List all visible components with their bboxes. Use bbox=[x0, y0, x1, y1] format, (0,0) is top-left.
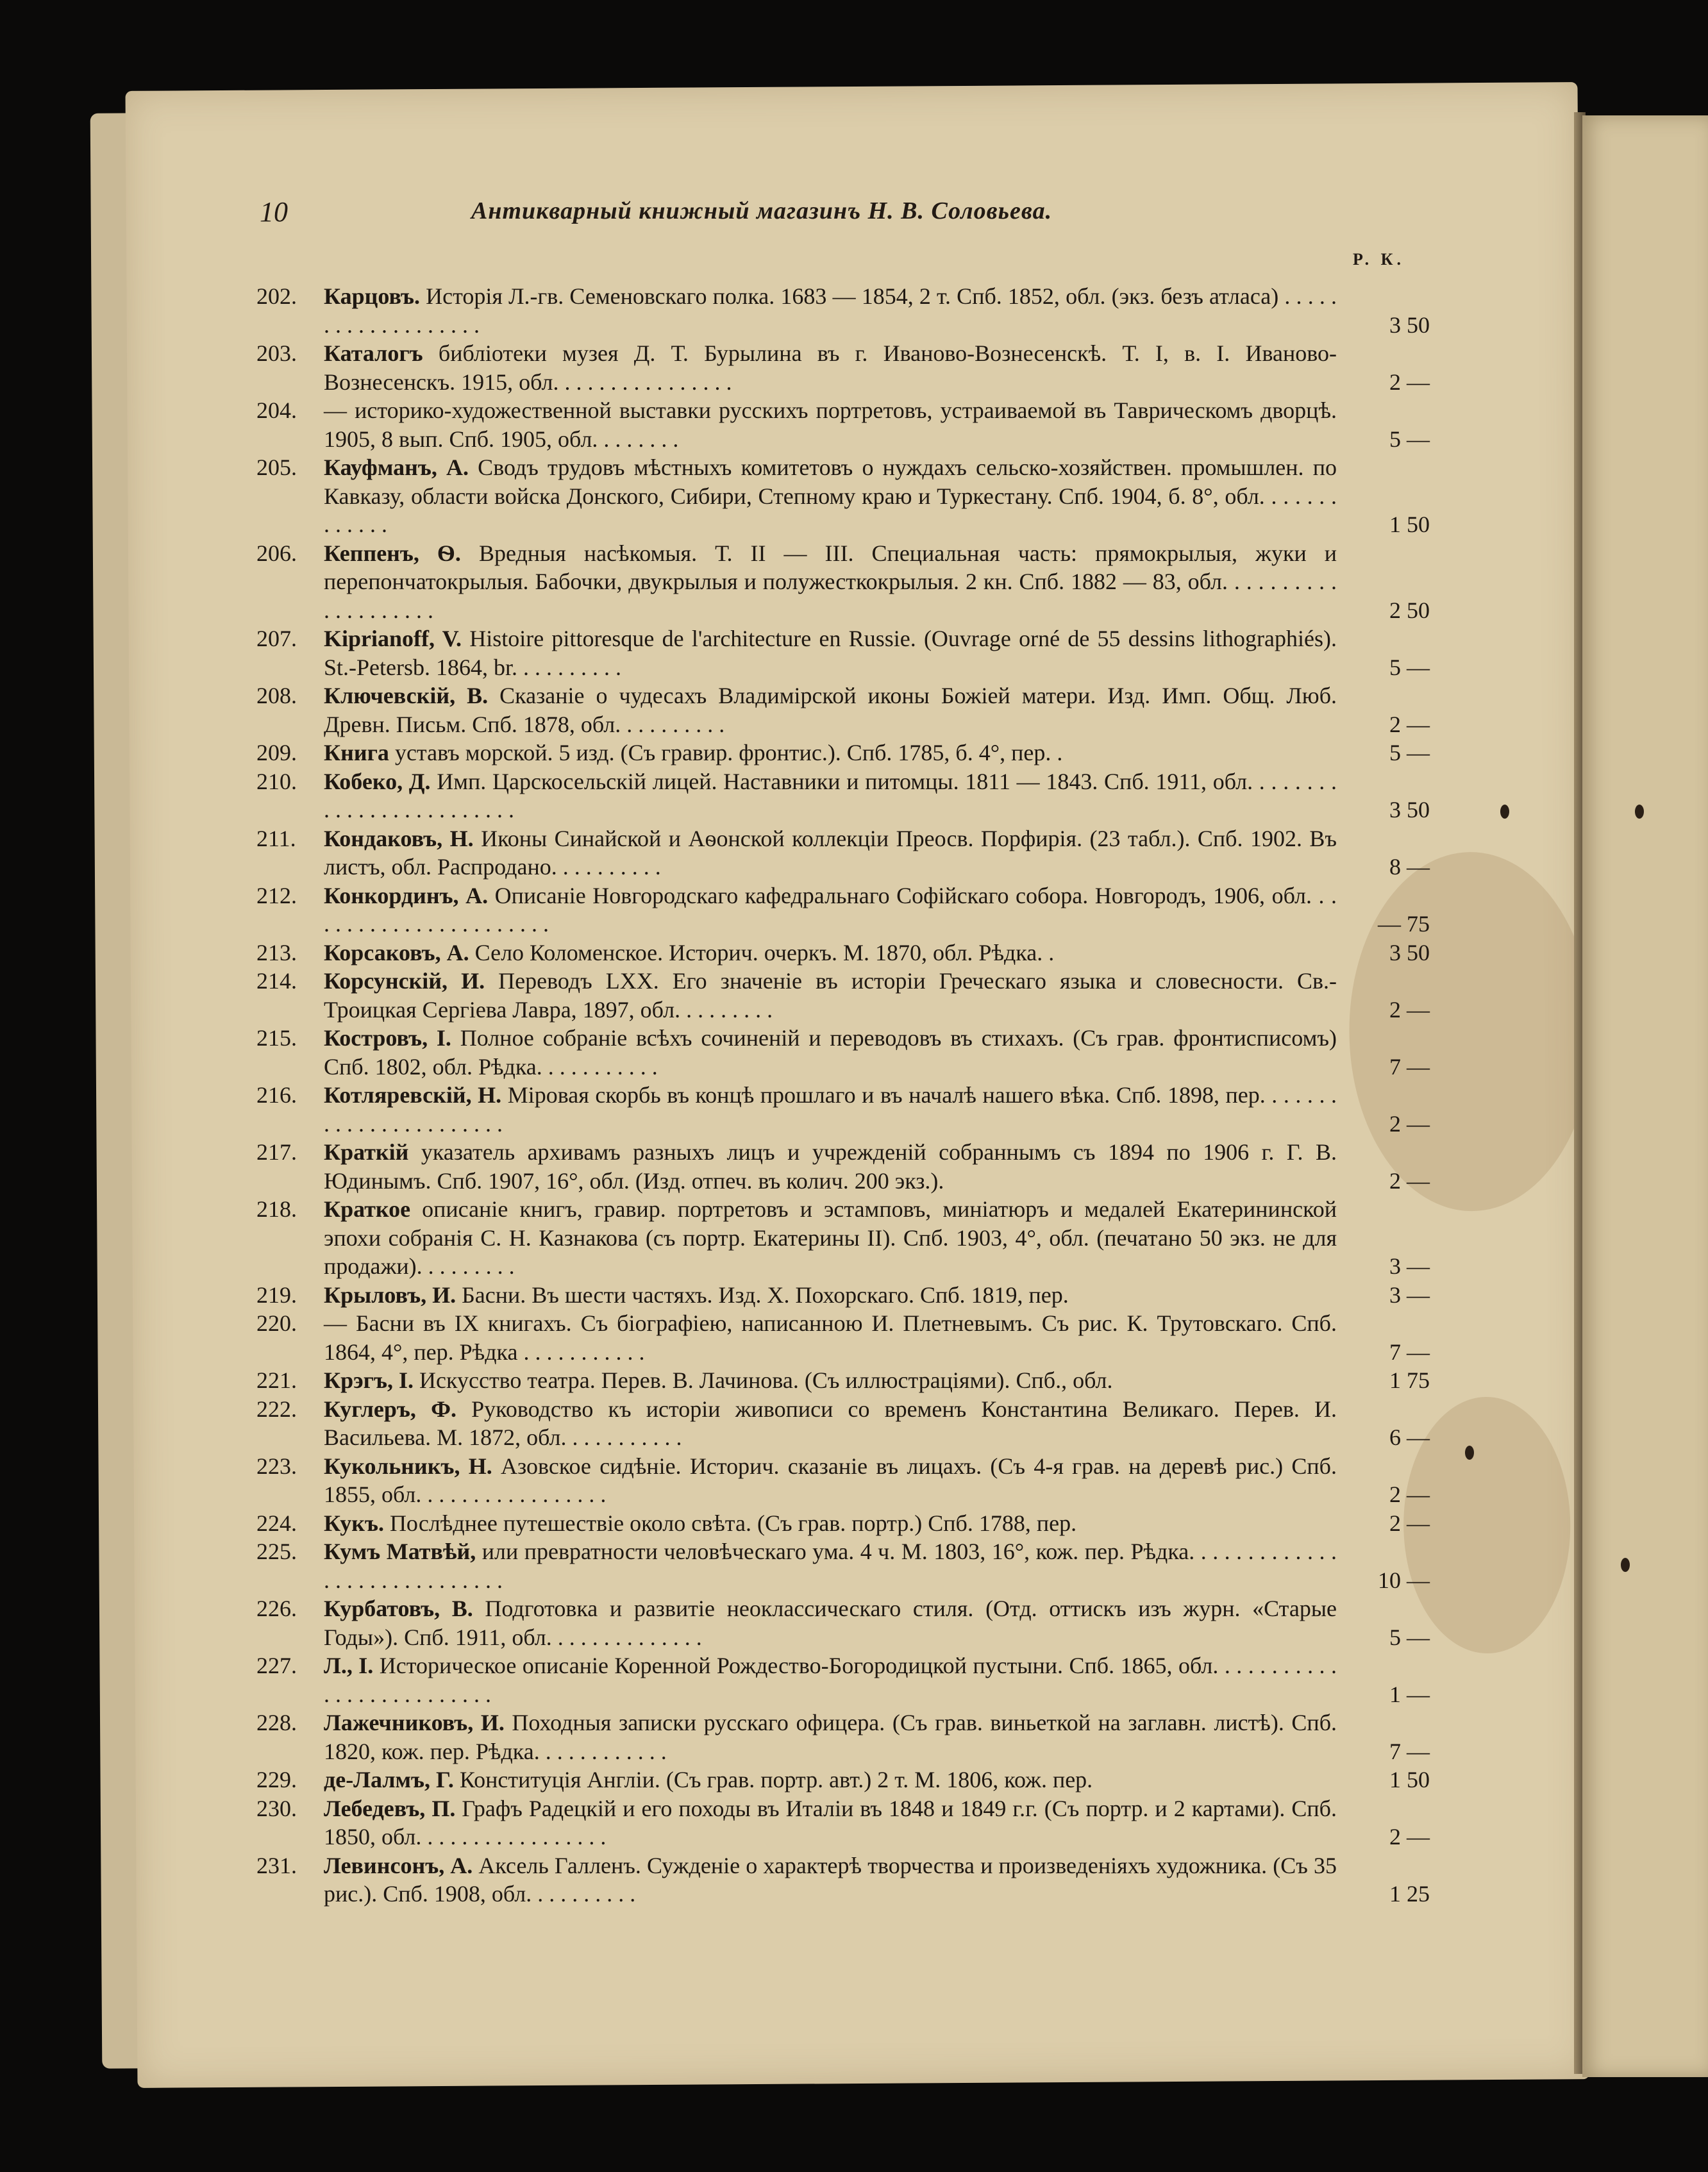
entry-number: 206. bbox=[256, 540, 297, 566]
entry-text: Подготовка и развитіе неоклассическаго стиля. (Отд. оттискъ изъ журн. «Старые Годы»). Спб. 1911, обл. . . . . . . . . . . . . . bbox=[324, 1596, 1337, 1650]
entry-number: 223. bbox=[256, 1453, 297, 1479]
entry-description bbox=[324, 1452, 1337, 1509]
catalog-entry bbox=[256, 1537, 1430, 1594]
entry-description bbox=[324, 396, 1337, 453]
catalog-entry bbox=[256, 1851, 1430, 1909]
entry-price: 8 — bbox=[1389, 854, 1430, 880]
entry-author: Кондаковъ, Н. bbox=[324, 825, 474, 851]
entry-number: 203. bbox=[256, 340, 297, 366]
catalog-entry bbox=[256, 1766, 1430, 1794]
catalog-entry bbox=[256, 1594, 1430, 1651]
entry-text: Село Коломенское. Историч. очеркъ. М. 1870, обл. Рѣдка. . bbox=[469, 939, 1055, 965]
catalog-entry bbox=[256, 881, 1430, 939]
entry-description bbox=[324, 739, 1337, 767]
catalog-entry bbox=[256, 824, 1430, 881]
entry-text: Искусство театра. Перев. В. Лачинова. (Съ иллюстраціями). Спб., обл. bbox=[414, 1367, 1113, 1393]
entry-text: Аксель Галленъ. Сужденіе о характерѣ творчества и произведеніяхъ художника. (Съ 35 рис.). Спб. 1908, обл. . . . . . . . . . bbox=[324, 1852, 1337, 1907]
entry-price: 2 — bbox=[1389, 1510, 1430, 1536]
catalog-entry bbox=[256, 939, 1430, 967]
entry-number: 214. bbox=[256, 968, 297, 994]
entry-description bbox=[324, 1766, 1337, 1794]
entry-description bbox=[324, 624, 1337, 681]
next-page-edge bbox=[1582, 115, 1708, 2077]
catalog-entry bbox=[256, 453, 1430, 539]
catalog-entry bbox=[256, 1024, 1430, 1081]
entry-price: 1 50 bbox=[1389, 512, 1430, 537]
entry-text: библіотеки музея Д. Т. Бурылина въ г. Иваново-Вознесенскѣ. Т. I, в. I. Иваново-Вознесенскъ. 1915, обл. . . . . . . . . . . . . . . . bbox=[324, 340, 1337, 395]
entry-description bbox=[324, 1195, 1337, 1281]
entry-description bbox=[324, 1509, 1337, 1538]
catalog-entry bbox=[256, 1708, 1430, 1766]
entry-text: Сводъ трудовъ мѣстныхъ комитетовъ о нуждахъ сельско-хозяйствен. промышлен. по Кавказу, области войска Донского, Сибири, Степному краю и Туркестану. Спб. 1904, б. 8°, обл. . . . . . . . . . . . . bbox=[324, 455, 1337, 537]
entry-author: Куглеръ, Ф. bbox=[324, 1396, 456, 1422]
catalog-entry bbox=[256, 1309, 1430, 1366]
ink-mark bbox=[1465, 1446, 1474, 1460]
entry-text: Походныя записки русскаго офицера. (Съ грав. виньеткой на заглавн. листѣ). Спб. 1820, кож. пер. Рѣдка. . . . . . . . . . . . bbox=[324, 1710, 1337, 1764]
entry-author: Котляревскій, Н. bbox=[324, 1082, 502, 1108]
entry-author: Костровъ, І. bbox=[324, 1025, 451, 1051]
entry-number: 202. bbox=[256, 283, 297, 309]
entry-price: 1 75 bbox=[1389, 1367, 1430, 1393]
entry-price: 3 50 bbox=[1389, 797, 1430, 823]
entry-author: Книга bbox=[324, 740, 389, 765]
entry-number: 207. bbox=[256, 626, 297, 651]
ink-mark bbox=[1635, 805, 1644, 819]
entry-author: Крыловъ, И. bbox=[324, 1282, 456, 1308]
catalog-entry bbox=[256, 1138, 1430, 1195]
entry-price: 1 25 bbox=[1389, 1881, 1430, 1907]
entry-author: Кауфманъ, А. bbox=[324, 455, 469, 480]
entry-author: Краткій bbox=[324, 1139, 409, 1165]
entry-price: — 75 bbox=[1378, 911, 1430, 937]
entry-description bbox=[324, 339, 1337, 396]
entry-text: Полное собраніе всѣхъ сочиненій и переводовъ въ стихахъ. (Съ грав. фронтисписомъ) Спб. 1802, обл. Рѣдка. . . . . . . . . . . bbox=[324, 1025, 1337, 1080]
entry-text: Иконы Синайской и Аѳонской коллекціи Преосв. Порфирія. (23 табл.). Спб. 1902. Въ листъ, обл. Распродано. . . . . . . . . . bbox=[324, 825, 1337, 880]
entry-text: Послѣднее путешествіе около свѣта. (Съ грав. портр.) Спб. 1788, пер. bbox=[383, 1510, 1077, 1536]
entry-price: 5 — bbox=[1389, 1624, 1430, 1650]
page-header bbox=[260, 196, 1334, 234]
entry-text: описаніе книгъ, гравир. портретовъ и эстамповъ, миніатюръ и медалей Екатерининской эпохи собранія С. Н. Казнакова (съ портр. Екатерины II). Спб. 1903, 4°, обл. (печатано 50 экз. не для продажи). . . . . . . . . bbox=[324, 1196, 1337, 1279]
catalog-entry bbox=[256, 1651, 1430, 1708]
entry-description bbox=[324, 1651, 1337, 1708]
entry-author: Корсунскій, И. bbox=[324, 968, 485, 994]
entry-author: Ключевскій, В. bbox=[324, 683, 489, 708]
entry-price: 2 — bbox=[1389, 1167, 1430, 1194]
entry-description bbox=[324, 1594, 1337, 1651]
catalog-entry bbox=[256, 1281, 1430, 1310]
entry-text: Басни. Въ шести частяхъ. Изд. Х. Похорскаго. Спб. 1819, пер. bbox=[456, 1282, 1069, 1308]
entry-price: 2 — bbox=[1389, 1824, 1430, 1850]
entry-author: Kiprianoff, V. bbox=[324, 626, 462, 651]
entry-description bbox=[324, 1138, 1337, 1195]
entry-description bbox=[324, 939, 1337, 967]
entry-price: 2 50 bbox=[1389, 597, 1430, 623]
entry-number: 215. bbox=[256, 1025, 297, 1051]
entry-number: 204. bbox=[256, 397, 297, 423]
entry-description bbox=[324, 282, 1337, 339]
entry-text: Исторія Л.-гв. Семеновскаго полка. 1683 — 1854, 2 т. Спб. 1852, обл. (экз. безъ атласа) . . . . . . . . . . . . . . . . . . . bbox=[324, 283, 1337, 338]
entry-description bbox=[324, 1537, 1337, 1594]
entry-price: 10 — bbox=[1378, 1567, 1430, 1593]
entry-number: 227. bbox=[256, 1653, 297, 1678]
entry-text: Имп. Царскосельскій лицей. Наставники и питомцы. 1811 — 1843. Спб. 1911, обл. . . . . . . . . . . . . . . . . . . . . . . . . bbox=[324, 768, 1337, 823]
entry-description bbox=[324, 1281, 1337, 1310]
entry-price: 1 50 bbox=[1389, 1767, 1430, 1792]
entry-description bbox=[324, 881, 1337, 939]
entry-text: Азовское сидѣніе. Историч. сказаніе въ лицахъ. (Съ 4-я грав. на деревѣ рис.) Спб. 1855, обл. . . . . . . . . . . . . . . . . bbox=[324, 1453, 1337, 1507]
entry-number: 219. bbox=[256, 1282, 297, 1308]
entry-text: Міровая скорбь въ концѣ прошлаго и въ началѣ нашего вѣка. Спб. 1898, пер. . . . . . . . . . . . . . . . . . . . . . . bbox=[324, 1082, 1337, 1137]
entry-author: Левинсонъ, А. bbox=[324, 1852, 473, 1878]
entry-number: 218. bbox=[256, 1196, 297, 1222]
entry-price: 2 — bbox=[1389, 1110, 1430, 1137]
entry-text: Вредныя насѣкомыя. Т. II — III. Специальная часть: прямокрылыя, жуки и перепончатокрылыя. Бабочки, двукрылыя и полужесткокрылыя. 2 кн. Спб. 1882 — 83, обл. . . . . . . . . . . . . . . . . . . . bbox=[324, 540, 1337, 623]
entry-price: 6 — bbox=[1389, 1424, 1430, 1450]
entry-text: Сказаніе о чудесахъ Владимірской иконы Божіей матери. Изд. Имп. Общ. Люб. Древн. Письм. Спб. 1878, обл. . . . . . . . . . bbox=[324, 683, 1337, 737]
entry-description bbox=[324, 967, 1337, 1024]
entry-author: Лажечниковъ, И. bbox=[324, 1710, 505, 1735]
catalog-entry bbox=[256, 339, 1430, 396]
catalog-entry bbox=[256, 1366, 1430, 1395]
entry-price: 5 — bbox=[1389, 740, 1430, 765]
entry-number: 216. bbox=[256, 1082, 297, 1108]
entry-description bbox=[324, 1395, 1337, 1452]
entry-author: Крэгъ, І. bbox=[324, 1367, 414, 1393]
entry-number: 229. bbox=[256, 1767, 297, 1792]
entry-author: Корсаковъ, А. bbox=[324, 939, 469, 965]
entry-price: 2 — bbox=[1389, 369, 1430, 395]
entry-author: Краткое bbox=[324, 1196, 411, 1222]
entry-price: 5 — bbox=[1389, 654, 1430, 680]
entry-text: уставъ морской. 5 изд. (Съ гравир. фронтис.). Спб. 1785, б. 4°, пер. . bbox=[389, 740, 1063, 765]
entry-price: 2 — bbox=[1389, 996, 1430, 1023]
page-number: 10 bbox=[260, 196, 288, 228]
entry-price: 5 — bbox=[1389, 426, 1430, 452]
entry-price: 3 — bbox=[1389, 1282, 1430, 1308]
entry-number: 225. bbox=[256, 1539, 297, 1564]
entry-number: 222. bbox=[256, 1396, 297, 1422]
entry-text: Histoire pittoresque de l'architecture en Russie. (Ouvrage orné de 55 dessins lithographiés). St.-Petersb. 1864, br. . . . . . . . . . bbox=[324, 626, 1337, 680]
entry-number: 230. bbox=[256, 1795, 297, 1821]
entry-description bbox=[324, 1024, 1337, 1081]
entry-description bbox=[324, 767, 1337, 824]
entry-description bbox=[324, 1708, 1337, 1766]
entry-number: 226. bbox=[256, 1596, 297, 1621]
entry-description bbox=[324, 1851, 1337, 1909]
entry-author: Кумъ Матвѣй, bbox=[324, 1539, 476, 1564]
entry-price: 3 50 bbox=[1389, 939, 1430, 965]
entry-number: 220. bbox=[256, 1310, 297, 1336]
entry-number: 231. bbox=[256, 1852, 297, 1878]
entry-text: Историческое описаніе Коренной Рождество-Богородицкой пустыни. Спб. 1865, обл. . . . . . . . . . . . . . . . . . . . . . . . . . bbox=[324, 1653, 1337, 1707]
entry-text: Руководство къ исторіи живописи со временъ Константина Великаго. Перев. И. Васильева. М. 1872, обл. . . . . . . . . . . bbox=[324, 1396, 1337, 1450]
entry-number: 224. bbox=[256, 1510, 297, 1536]
entry-author: Лебедевъ, П. bbox=[324, 1795, 456, 1821]
catalog-entry bbox=[256, 1509, 1430, 1538]
entry-description bbox=[324, 1309, 1337, 1366]
entry-description bbox=[324, 1366, 1337, 1395]
catalog-entry bbox=[256, 967, 1430, 1024]
catalog-entry bbox=[256, 767, 1430, 824]
entry-number: 208. bbox=[256, 683, 297, 708]
catalog-entry bbox=[256, 1195, 1430, 1281]
entry-author: Конкординъ, А. bbox=[324, 882, 489, 908]
entry-price: 7 — bbox=[1389, 1339, 1430, 1365]
entry-price: 3 — bbox=[1389, 1253, 1430, 1279]
entry-price: 7 — bbox=[1389, 1053, 1430, 1080]
entry-author: Кукъ. bbox=[324, 1510, 384, 1536]
entry-description bbox=[324, 1794, 1337, 1851]
catalog-entry bbox=[256, 624, 1430, 681]
entry-text: — историко-художественной выставки русскихъ портретовъ, устраиваемой въ Таврическомъ дворцѣ. 1905, 8 вып. Спб. 1905, обл. . . . . . . . bbox=[324, 397, 1337, 452]
catalog-entry bbox=[256, 396, 1430, 453]
entry-text: Переводъ LXX. Его значеніе въ исторіи Греческаго языка и словесности. Св.-Троицкая Сергіева Лавра, 1897, обл. . . . . . . . . bbox=[324, 968, 1337, 1023]
catalog-entry bbox=[256, 1395, 1430, 1452]
entry-number: 217. bbox=[256, 1139, 297, 1165]
entry-price: 7 — bbox=[1389, 1738, 1430, 1764]
entry-price: 3 50 bbox=[1389, 312, 1430, 338]
entry-price: 1 — bbox=[1389, 1681, 1430, 1707]
entry-text: Конституція Англіи. (Съ грав. портр. авт.) 2 т. М. 1806, кож. пер. bbox=[453, 1767, 1093, 1792]
entry-number: 205. bbox=[256, 455, 297, 480]
entry-text: указатель архивамъ разныхъ лицъ и учрежденій собраннымъ съ 1894 по 1906 г. Г. В. Юдинымъ. Спб. 1907, 16°, обл. (Изд. отпеч. въ колич. 200 экз.). bbox=[324, 1139, 1337, 1194]
entry-number: 213. bbox=[256, 939, 297, 965]
entry-description bbox=[324, 681, 1337, 739]
entry-number: 211. bbox=[256, 825, 296, 851]
entry-author: Кобеко, Д. bbox=[324, 768, 431, 794]
entry-description bbox=[324, 1081, 1337, 1138]
catalog-entry bbox=[256, 539, 1430, 625]
catalog-entry bbox=[256, 739, 1430, 767]
catalog-entry bbox=[256, 1452, 1430, 1509]
ink-mark bbox=[1621, 1558, 1630, 1572]
running-title: Антикварный книжный магазинъ Н. В. Соловьева. bbox=[471, 197, 1053, 224]
entry-author: Кеппенъ, Ѳ. bbox=[324, 540, 461, 566]
price-column-head: Р. К. bbox=[1353, 250, 1405, 269]
entry-text: Описаніе Новгородскаго кафедральнаго Софійскаго собора. Новгородъ, 1906, обл. . . . . . . . . . . . . . . . . . . . . . . bbox=[324, 882, 1337, 937]
catalog-entry bbox=[256, 681, 1430, 739]
entry-price: 2 — bbox=[1389, 711, 1430, 737]
catalog-entry bbox=[256, 1794, 1430, 1851]
entry-description bbox=[324, 824, 1337, 881]
catalog-entry bbox=[256, 1081, 1430, 1138]
entry-number: 210. bbox=[256, 768, 297, 794]
entry-description bbox=[324, 539, 1337, 625]
catalog-entry bbox=[256, 282, 1430, 339]
catalog-list bbox=[256, 282, 1430, 1909]
entry-text: — Басни въ IX книгахъ. Съ біографіею, написанною И. Плетневымъ. Съ рис. К. Трутовскаго. Спб. 1864, 4°, пер. Рѣдка . . . . . . . . . . . bbox=[324, 1310, 1337, 1365]
entry-author: Курбатовъ, В. bbox=[324, 1596, 473, 1621]
entry-description bbox=[324, 453, 1337, 539]
entry-author: Кукольникъ, Н. bbox=[324, 1453, 492, 1479]
entry-author: де-Лалмъ, Г. bbox=[324, 1767, 454, 1792]
entry-text: Графъ Радецкій и его походы въ Италіи въ 1848 и 1849 г.г. (Съ портр. и 2 картами). Спб. 1850, обл. . . . . . . . . . . . . . . . . bbox=[324, 1795, 1337, 1850]
entry-number: 221. bbox=[256, 1367, 297, 1393]
entry-author: Каталогъ bbox=[324, 340, 423, 366]
entry-author: Л., І. bbox=[324, 1653, 374, 1678]
entry-price: 2 — bbox=[1389, 1482, 1430, 1507]
ink-mark bbox=[1500, 805, 1509, 819]
entry-number: 228. bbox=[256, 1710, 297, 1735]
entry-text: или превратности человѣческаго ума. 4 ч. М. 1803, 16°, кож. пер. Рѣдка. . . . . . . . . . . . . . . . . . . . . . . . . . . . . bbox=[324, 1539, 1337, 1593]
entry-author: Карцовъ. bbox=[324, 283, 421, 309]
entry-number: 212. bbox=[256, 882, 297, 908]
entry-number: 209. bbox=[256, 740, 297, 765]
